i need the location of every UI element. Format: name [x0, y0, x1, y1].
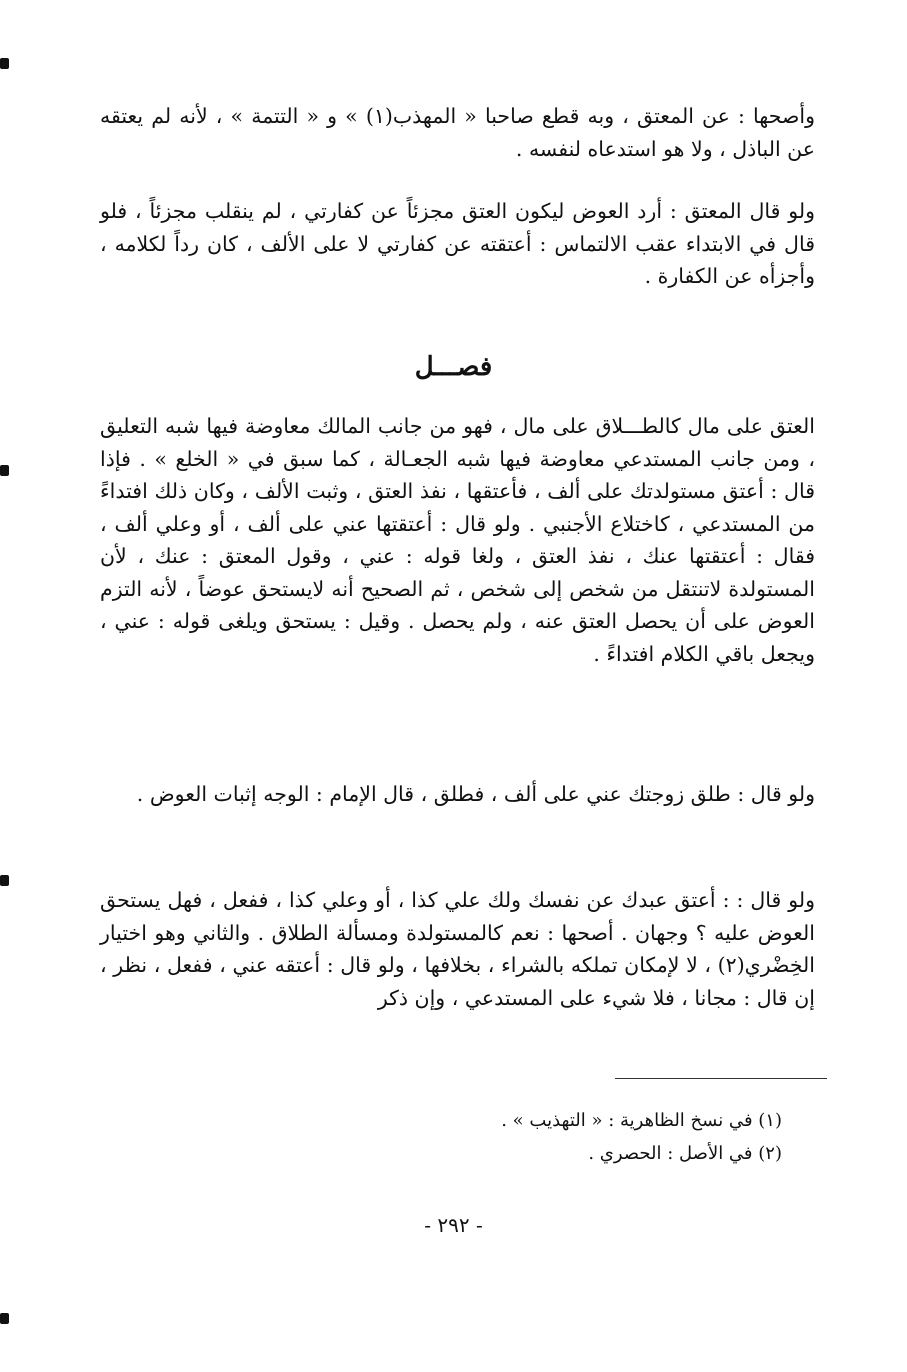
scan-edge-mark	[0, 875, 9, 886]
footnote-1: (١) في نسخ الظاهرية : « التهذيب » .	[501, 1110, 782, 1131]
paragraph-1: وأصحها : عن المعتق ، وبه قطع صاحبا « المهذب(١) » و « التتمة » ، لأنه لم يعتقه عن الباذل ، ولا هو استدعاه لنفسه .	[100, 104, 815, 161]
paragraph-4-block	[100, 778, 815, 811]
page-number: - ٢٩٢ -	[424, 1213, 483, 1237]
footnote-2: (٢) في الأصل : الحصري .	[588, 1143, 782, 1164]
paragraph-3-block	[100, 410, 815, 670]
section-heading: فصـــل	[414, 352, 493, 382]
scan-edge-mark	[0, 465, 9, 476]
paragraph-2-block	[100, 195, 815, 293]
paragraph-2: ولو قال المعتق : أرد العوض ليكون العتق مجزئاً عن كفارتي ، لم ينقلب مجزئاً ، فلو قال في الابتداء عقب الالتماس : أعتقته عن كفارتي لا على الألف ، كان رداً لكلامه ، وأجزأه عن الكفارة .	[100, 199, 815, 288]
paragraph-1-block	[100, 100, 815, 165]
paragraph-5-block	[100, 884, 815, 1014]
scan-edge-mark	[0, 58, 9, 69]
footnote-divider	[615, 1078, 827, 1079]
paragraph-4: ولو قال : طلق زوجتك عني على ألف ، فطلق ، قال الإمام : الوجه إثبات العوض .	[136, 782, 815, 806]
paragraph-3: العتق على مال كالطـــلاق على مال ، فهو من جانب المالك معاوضة فيها شبه التعليق ، ومن جانب المستدعي معاوضة فيها شبه الجعـالة ، كما سبق في « الخلع » . فإذا قال : أعتق مستولدتك على ألف ، فأعتقها ، نفذ العتق ، وثبت الألف ، وكان ذلك افتداءً من المستدعي ، كاختلاع الأجنبي . ولو قال : أعتقتها عني على ألف ، أو وعلي ألف ، فقال : أعتقتها عنك ، نفذ العتق ، ولغا قوله : عني ، وقول المعتق : عنك ، لأن المستولدة لاتنتقل من شخص إلى شخص ، ثم الصحيح أنه لايستحق عوضاً ، لأنه التزم العوض على أن يحصل العتق عنه ، ولم يحصل . وقيل : يستحق ويلغى قوله : عني ، ويجعل باقي الكلام افتداءً .	[100, 414, 815, 666]
scan-edge-mark	[0, 1313, 9, 1324]
footnotes	[400, 1104, 782, 1170]
paragraph-5: ولو قال : : أعتق عبدك عن نفسك ولك علي كذا ، أو وعلي كذا ، ففعل ، فهل يستحق العوض عليه ؟ وجهان . أصحها : نعم كالمستولدة ومسألة الطلاق . والثاني وهو اختيار الخِضْري(٢) ، لا لإمكان تملكه بالشراء ، بخلافها ، ولو قال : أعتقه عني ، ففعل ، نظر ، إن قال : مجانا ، فلا شيء على المستدعي ، وإن ذكر	[100, 888, 815, 1010]
